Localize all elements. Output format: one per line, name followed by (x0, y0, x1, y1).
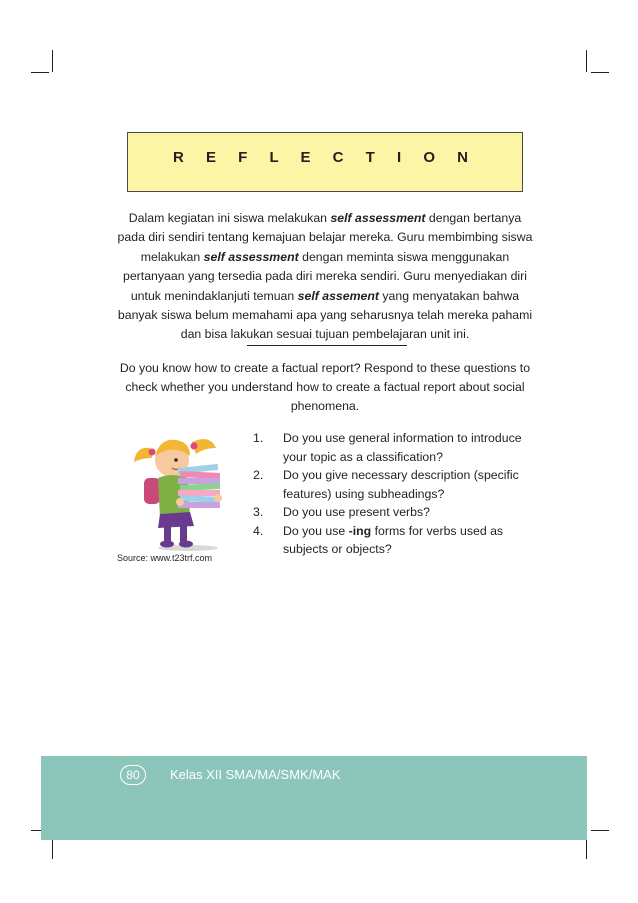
item-text: Do you use general information to introduce your topic as a classification? (283, 431, 522, 464)
note-text: dengan meminta siswa menggunakan pertanyaan yang tersedia pada diri mereka sendiri. Guru menyediakan diri untuk menindaklanjuti temuan (123, 249, 527, 303)
note-emphasis: self assement (297, 288, 379, 303)
reflection-title: R E F L E C T I O N (172, 149, 478, 166)
item-text: Do you give necessary description (specific features) using subheadings? (283, 468, 519, 501)
note-emphasis: self assessment (203, 249, 299, 264)
teacher-note (116, 209, 534, 345)
crop-mark (52, 837, 53, 859)
page-number: 80 (120, 765, 146, 785)
crop-mark (31, 72, 49, 73)
item-text (283, 522, 543, 559)
item-number: 1. (253, 431, 264, 445)
note-text: dengan bertanya pada diri sendiri tentang kemajuan belajar mereka. Guru membimbing siswa melakukan (117, 211, 533, 264)
item-number: 4. (253, 523, 264, 538)
list-item (253, 522, 543, 559)
note-text: yang menyatakan bahwa banyak siswa belum memahami apa yang seharusnya telah mereka pahami dan bisa lakukan sesuai tujuan pembelajaran unit ini. (117, 288, 533, 342)
item-number: 3. (253, 505, 264, 519)
crop-mark (591, 72, 609, 73)
item-number: 2. (253, 468, 264, 482)
list-item (253, 429, 543, 466)
note-emphasis: self assessment (330, 211, 426, 225)
footer-title: Kelas XII SMA/MA/SMK/MAK (170, 767, 341, 782)
crop-mark (52, 50, 53, 72)
crop-mark (586, 837, 587, 859)
list-item (253, 503, 543, 522)
list-item (253, 466, 543, 503)
divider (247, 345, 407, 346)
note-text: Dalam kegiatan ini siswa melakukan (128, 211, 331, 225)
item-text-part: Do you use (283, 523, 349, 538)
item-text-part: forms for verbs used as subjects or objects? (283, 523, 504, 556)
reflection-box (127, 132, 523, 192)
question-list (253, 429, 543, 559)
image-source: Source: www.t23trf.com (117, 553, 213, 563)
crop-mark (586, 50, 587, 72)
crop-mark (591, 830, 609, 831)
intro-paragraph: Do you know how to create a factual report? Respond to these questions to check whether you understand how to create a factual report about social phenomena. (119, 361, 531, 413)
item-text-bold: -ing (348, 523, 372, 538)
girl-with-books-illustration (130, 428, 240, 553)
item-text: Do you use present verbs? (283, 505, 430, 519)
